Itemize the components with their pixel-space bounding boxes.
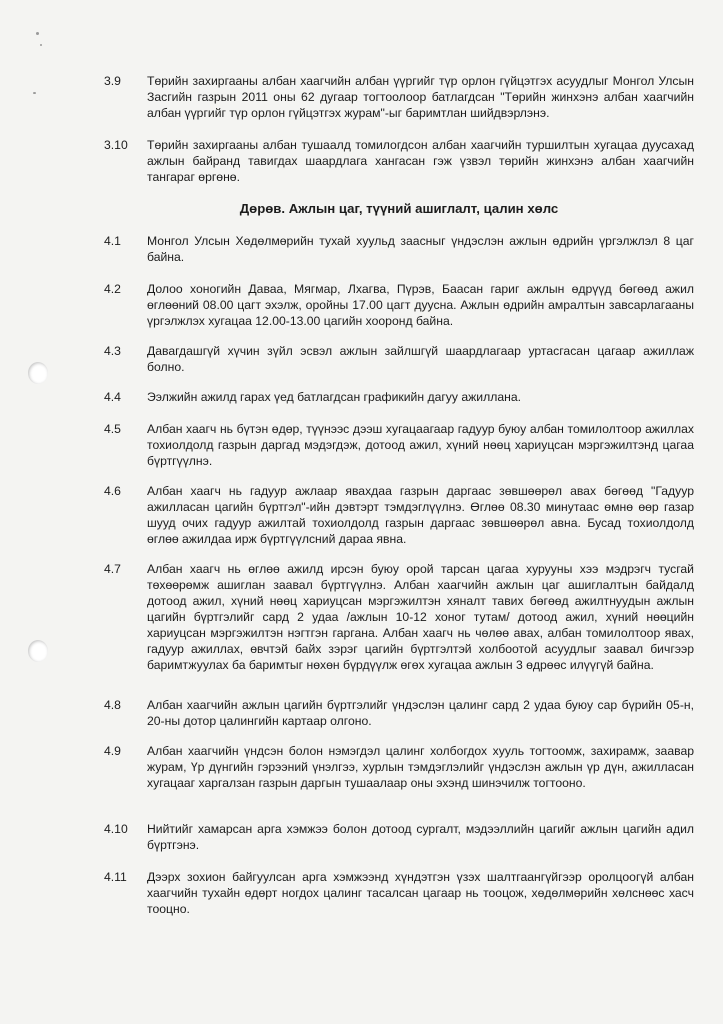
clause-4-5: [104, 421, 694, 469]
clause-number: 3.10: [104, 138, 128, 152]
clause-text: Ээлжийн ажилд гарах үед батлагдсан графикийн дагуу ажиллана.: [147, 390, 522, 404]
clause-text: Дээрх зохион байгуулсан арга хэмжээнд хүндэтгэн үзэх шалтгаангүйгээр оролцоогүй албан хаагчийн тухайн өдөрт ногдох цалинг тасалсан цагаар нь тооцож, хөдөлмөрийн хөлснөөс хасч тооцно.: [147, 870, 694, 916]
clause-text: Төрийн захиргааны албан тушаалд томилогдсон албан хаагчийн туршилтын хугацаа дуусахад ажлын байранд тавигдах шаардлага хангасан гэж үзвэл төрийн жинхэнэ албан хаагчийн тангараг өргөнө.: [147, 138, 694, 184]
clause-4-10: [104, 821, 694, 853]
clause-number: 4.8: [104, 698, 121, 712]
clause-text: Төрийн захиргааны албан хаагчийн албан үүргийг түр орлон гүйцэтгэх асуудлыг Монгол Улсын Засгийн газрын 2011 оны 62 дугаар тогтоолоор батлагдсан "Төрийн жинхэнэ албан хаагчийн албан үүргийг түр орлон гүйцэтгэх журам"-ыг баримтлан шийдвэрлэнэ.: [147, 74, 694, 120]
punch-hole: [28, 640, 48, 662]
clause-number: 4.11: [104, 870, 127, 884]
clause-text: Монгол Улсын Хөдөлмөрийн тухай хуульд заасныг үндэслэн ажлын өдрийн үргэлжлэл 8 цаг байна.: [147, 234, 694, 264]
clause-4-9: [104, 743, 694, 791]
clause-text: Албан хаагчийн үндсэн болон нэмэгдэл цалинг холбогдох хууль тогтоомж, захирамж, заавар журам, Үр дүнгийн гэрээний үнэлгээ, хурлын тэмдэглэлийг үндэслэн ажлын үр дүн, ажилласан хугацааг харгалзан газрын даргын тушаалаар оны эхэнд шинэчилж тогтооно.: [147, 744, 694, 790]
scan-speck: [36, 32, 39, 35]
clause-number: 3.9: [104, 74, 121, 88]
scan-speck: [40, 44, 42, 46]
clause-number: 4.2: [104, 282, 121, 296]
clause-3-10: [104, 137, 694, 185]
clause-number: 4.5: [104, 422, 121, 436]
clause-text: Давагдашгүй хүчин зүйл эсвэл ажлын зайлшгүй шаардлагаар уртасгасан цагаар ажиллаж болно.: [147, 344, 694, 374]
punch-hole: [28, 362, 48, 384]
section-heading: Дөрөв. Ажлын цаг, түүний ашиглалт, цалин хөлс: [239, 201, 559, 216]
clause-number: 4.4: [104, 390, 121, 404]
clause-number: 4.7: [104, 562, 121, 576]
clause-text: Албан хаагч нь өглөө ажилд ирсэн буюу орой тарсан цагаа хурууны хээ мэдрэгч тусгай төхөөрөмж ашиглан заавал бүртгүүлнэ. Албан хаагчийн ажлын цаг ашиглалтын байдалд дотоод ажил, хүний нөөц хариуцсан мэргэжилтэн хяналт тавих бөгөөд ажилтнуудын ажлын цагийн бүртгэлийг сард 2 удаа /ажлын 10-12 хоног тутам/ дотоод ажил, хүний нөөцийн хариуцсан мэргэжилтэн нэгтгэн гаргана. Албан хаагч нь чөлөө авах, албан томилолтоор явах, гадуур ажиллах, өвчтэй байх зэрэг цагийн бүртгэлтэй холбоотой асуудлыг заавал бичгээр баримтжуулах ба баримтыг нөхөн бүрдүүлж өгөх хугацаа ажлын 3 өдрөөс илүүгүй байна.: [147, 562, 694, 672]
clause-4-3: [104, 343, 694, 375]
scan-speck: [33, 92, 36, 94]
clause-4-4: [104, 389, 694, 405]
clause-number: 4.1: [104, 234, 121, 248]
clause-text: Долоо хоногийн Даваа, Мягмар, Лхагва, Пүрэв, Баасан гариг ажлын өдрүүд бөгөөд ажил өглөөний 08.00 цагт эхэлж, оройны 17.00 цагт дуусна. Ажлын өдрийн амралтын завсарлагааны үргэлжлэх хугацаа 12.00-13.00 цагийн хооронд байна.: [147, 282, 694, 328]
clause-number: 4.3: [104, 344, 121, 358]
clause-number: 4.6: [104, 484, 121, 498]
clause-3-9: [104, 73, 694, 121]
clause-number: 4.10: [104, 822, 128, 836]
clause-4-7: [104, 561, 694, 673]
clause-4-1: [104, 233, 694, 265]
clause-text: Албан хаагчийн ажлын цагийн бүртгэлийг үндэслэн цалинг сард 2 удаа буюу сар бүрийн 05-н, 20-ны дотор цалингийн картаар олгоно.: [147, 698, 694, 728]
clause-text: Нийтийг хамарсан арга хэмжээ болон дотоод сургалт, мэдээллийн цагийг ажлын цагийн адил бүртгэнэ.: [147, 822, 694, 852]
clause-4-8: [104, 697, 694, 729]
clause-4-2: [104, 281, 694, 329]
clause-4-6: [104, 483, 694, 547]
clause-text: Албан хаагч нь гадуур ажлаар явахдаа газрын даргаас зөвшөөрөл авах бөгөөд "Гадуур ажилласан цагийн бүртгэл"-ийн дэвтэрт тэмдэглүүлнэ. Өглөө 08.30 минутаас өмнө өөр газар шууд очих гадуур ажилтай тохиолдолд газрын даргаас зөвшөөрөл авна. Бусад тохиолдолд өглөө ажилдаа ирж бүртгүүлсний дараа явна.: [147, 484, 694, 546]
clause-number: 4.9: [104, 744, 121, 758]
clause-text: Албан хаагч нь бүтэн өдөр, түүнээс дээш хугацаагаар гадуур буюу албан томилолтоор ажиллах тохиолдолд газрын даргад мэдэгдэж, дотоод ажил, хүний нөөц хариуцсан мэргэжилтэнд цагаа бүртгүүлнэ.: [147, 422, 694, 468]
clause-4-11: [104, 869, 694, 917]
